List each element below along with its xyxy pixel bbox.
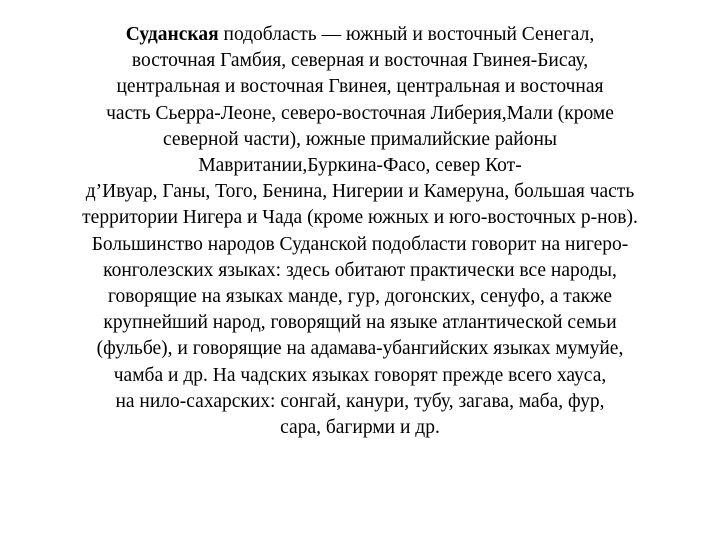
- text-paragraph: [20, 22, 700, 441]
- text-line: крупнейший народ, говорящий на языке атлантической семьи: [103, 312, 617, 334]
- text-line: восточная Гамбия, северная и восточная Гвинея-Бисау,: [131, 50, 589, 72]
- text-line: территории Нигера и Чада (кроме южных и юго-восточных р-нов).: [82, 207, 638, 229]
- text-line: северной части), южные прималийские районы: [163, 128, 557, 150]
- text-line: конголезских языках: здесь обитают практически все народы,: [103, 259, 617, 281]
- lead-line-rest: подобласть — южный и восточный Сенегал,: [218, 24, 595, 45]
- text-line: чамба и др. На чадских языках говорят прежде всего хауса,: [113, 364, 607, 386]
- bold-lead-word: Суданская: [125, 24, 219, 45]
- text-line-1: [20, 22, 700, 48]
- text-line: (фульбе), и говорящие на адамава-убангийских языках мумуйе,: [96, 338, 624, 360]
- text-line: на нило-сахарских: сонгай, канури, тубу, загава, маба, фур,: [115, 390, 605, 412]
- text-line: д’Ивуар, Ганы, Того, Бенина, Нигерии и Камеруна, большая часть: [85, 181, 635, 203]
- text-line: говорящие на языках манде, гур, догонских, сенуфо, а также: [108, 286, 612, 308]
- text-line: Большинство народов Суданской подобласти говорит на нигеро-: [91, 233, 629, 255]
- text-line: центральная и восточная Гвинея, центральная и восточная: [116, 76, 604, 98]
- text-line: Мавритании,Буркина-Фасо, север Кот-: [198, 155, 522, 177]
- text-line: сара, багирми и др.: [280, 417, 440, 439]
- text-line: часть Сьерра-Леоне, северо-восточная Либерия,Мали (кроме: [106, 102, 614, 124]
